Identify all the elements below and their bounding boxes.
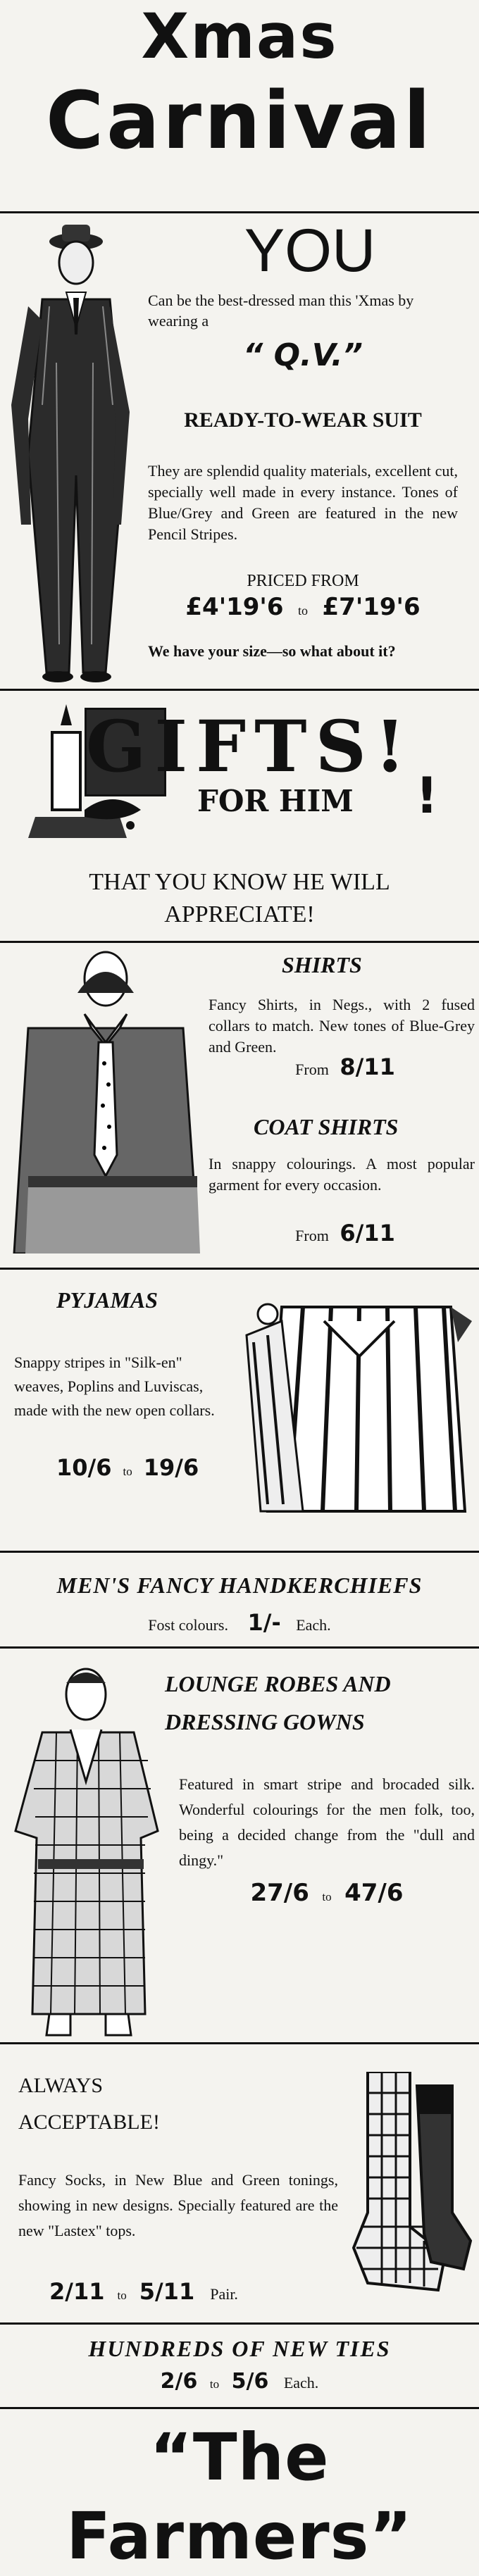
- socks-price-range: [49, 2276, 345, 2311]
- suit-product: READY-TO-WEAR SUIT: [184, 408, 422, 432]
- coat-shirts-from-label: From: [295, 1227, 329, 1244]
- socks-unit: Pair.: [210, 2285, 238, 2303]
- suit-intro: Can be the best-dressed man this 'Xmas by wearing a: [148, 292, 414, 330]
- pyjamas-title: PYJAMAS: [56, 1287, 158, 1313]
- pyjamas-illustration: [240, 1279, 472, 1539]
- socks-illustration: [340, 2072, 473, 2304]
- ties-price-low: 2/6: [160, 2369, 198, 2394]
- pyjamas-description: Snappy stripes in "Silk-en" weaves, Poplins and Luviscas, made with the new open collars.: [14, 1353, 215, 1419]
- robes-price-low: 27/6: [250, 1879, 309, 1907]
- robes-price-high: 47/6: [344, 1879, 404, 1907]
- divider: [0, 2407, 479, 2409]
- suit-price-high: £7'19'6: [322, 593, 421, 621]
- suit-priced-from: PRICED FROM: [247, 572, 359, 590]
- pyjamas-price-range: [56, 1453, 240, 1486]
- suit-description: They are splendid quality materials, excellent cut, specially well made in every instance. Tones of Blue/Grey and Green are featured in the new Pencil Stripes.: [148, 462, 458, 543]
- header-xmas: Xmas: [141, 0, 338, 73]
- ties-each: Each.: [283, 2374, 319, 2391]
- divider: [0, 941, 479, 943]
- divider: [0, 2322, 479, 2325]
- coat-shirts-title: COAT SHIRTS: [254, 1114, 399, 1139]
- robes-description: Featured in smart stripe and brocaded silk. Wonderful colourings for the men folk, too, being a decided change from the "dull and dingy.": [179, 1775, 475, 1869]
- ties-title: HUNDREDS OF NEW TIES: [88, 2336, 391, 2361]
- gifts-tagline: THAT YOU KNOW HE WILL APPRECIATE!: [89, 869, 390, 927]
- gifts-exclaim: !: [416, 767, 438, 825]
- suit-price-low: £4'19'6: [185, 593, 284, 621]
- suit-headline: YOU: [244, 217, 376, 285]
- ties-price-high: 5/6: [231, 2369, 269, 2394]
- divider: [0, 689, 479, 691]
- store-name: “The Farmers”: [66, 2420, 413, 2574]
- gifts-word: GIFTS!: [86, 705, 414, 788]
- suit-footer: We have your size—so what about it?: [148, 642, 396, 660]
- price-to-label: to: [209, 2377, 220, 2391]
- gifts-for-him: FOR HIM: [197, 784, 354, 818]
- coat-shirts-price: 6/11: [340, 1220, 395, 1246]
- shirt-man-illustration: [0, 951, 204, 1253]
- socks-title-line1: ALWAYS: [18, 2074, 104, 2097]
- divider: [0, 1268, 479, 1270]
- robes-price-range: [179, 1877, 475, 1913]
- price-to-label: to: [322, 1890, 332, 1903]
- shirts-price: 8/11: [340, 1053, 395, 1080]
- pyjamas-price-high: 19/6: [143, 1454, 199, 1481]
- socks-price-low: 2/11: [49, 2278, 105, 2305]
- handkerchiefs-title: MEN'S FANCY HANDKERCHIEFS: [56, 1573, 423, 1598]
- shirts-title: SHIRTS: [282, 952, 362, 977]
- ties-price-line: [0, 2368, 479, 2399]
- price-to-label: to: [297, 604, 308, 618]
- coat-shirts-description: In snappy colourings. A most popular garment for every occasion.: [209, 1155, 475, 1194]
- pyjamas-price-low: 10/6: [56, 1454, 112, 1481]
- coat-shirts-price-line: [211, 1221, 479, 1248]
- price-to-label: to: [117, 2289, 127, 2302]
- shirts-price-line: [211, 1055, 479, 1082]
- socks-title-line2: ACCEPTABLE!: [18, 2111, 160, 2134]
- suit-brand: “ Q.V.”: [242, 337, 363, 373]
- divider: [0, 1646, 479, 1649]
- divider: [0, 1551, 479, 1553]
- handkerchiefs-each: Each.: [296, 1616, 331, 1634]
- dressing-gown-man-illustration: [7, 1662, 176, 2042]
- handkerchiefs-price-line: [0, 1610, 479, 1638]
- divider: [0, 2042, 479, 2044]
- shirts-from-label: From: [295, 1061, 329, 1078]
- robes-title-line2: DRESSING GOWNS: [165, 1709, 365, 1734]
- robes-title-line1: LOUNGE ROBES AND: [165, 1671, 391, 1696]
- socks-price-high: 5/11: [139, 2278, 195, 2305]
- header-carnival: Carnival: [45, 75, 434, 167]
- suit-price-range: [148, 592, 458, 626]
- handkerchiefs-colours: Fost colours.: [148, 1616, 228, 1634]
- suit-man-illustration: [0, 222, 141, 687]
- shirts-description: Fancy Shirts, in Negs., with 2 fused collars to match. New tones of Blue-Grey and Green.: [209, 996, 475, 1056]
- divider: [0, 211, 479, 213]
- price-to-label: to: [123, 1465, 132, 1478]
- socks-description: Fancy Socks, in New Blue and Green tonings, showing in new designs. Specially featured are the new "Lastex" tops.: [18, 2171, 338, 2239]
- handkerchiefs-price: 1/-: [247, 1609, 281, 1636]
